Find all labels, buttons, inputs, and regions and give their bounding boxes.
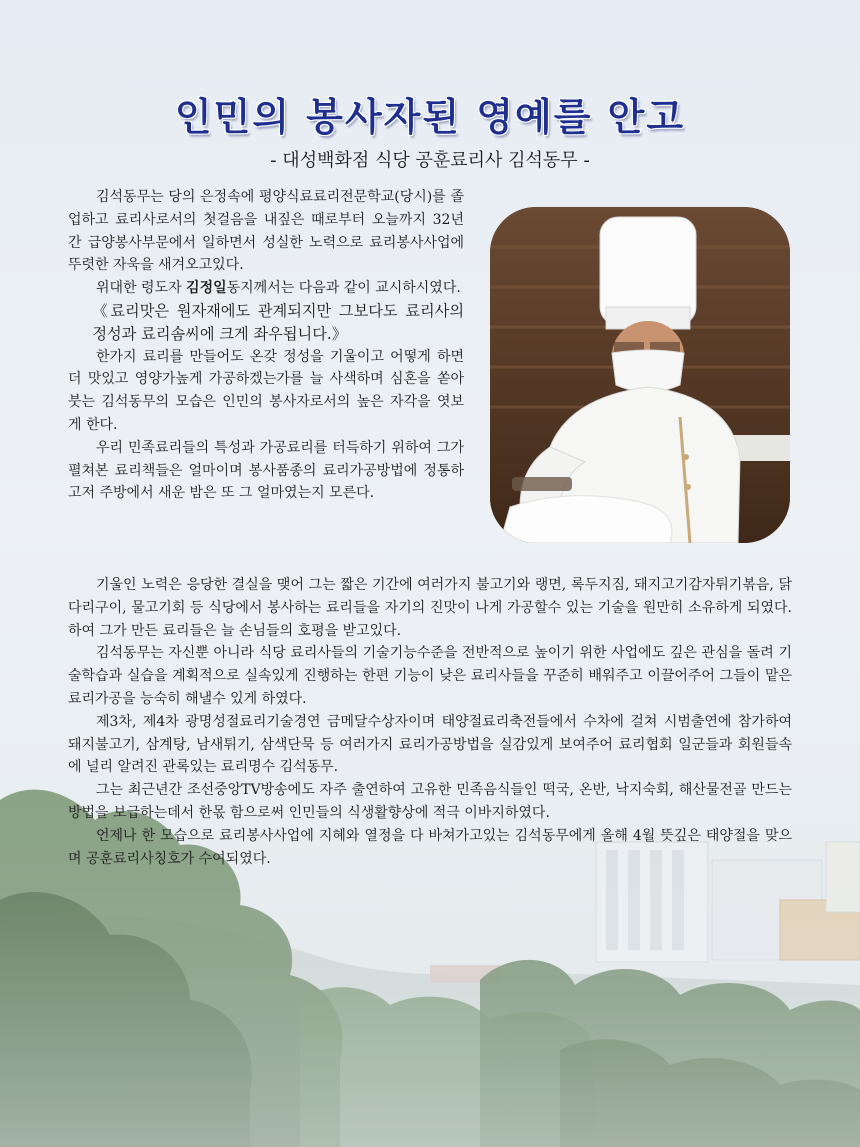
paragraph: 그는 최근년간 조선중앙TV방송에도 자주 출연하여 고유한 민족음식들인 떡국, 온반, 낙지숙회, 해산물전골 만드는 방법을 보급하는데서 한몫 함으로써 인민들의 식생활향상에 적극 이바지하였다. <box>68 782 792 821</box>
text-span: 동지께서는 다음과 같이 교시하시였다. <box>226 280 461 297</box>
page-subtitle: - 대성백화점 식당 공훈료리사 김석동무 - <box>270 150 590 171</box>
paragraph: 김석동무는 당의 은정속에 평양식료료리전문학교(당시)를 졸업하고 료리사로서의 첫걸음을 내짚은 때로부터 오늘까지 32년간 급양봉사부문에서 일하면서 성실한 노력으로 료리봉사사업에 뚜렷한 자욱을 새겨오고있다. <box>68 189 464 274</box>
quotation: 《료리맛은 원자재에도 관계되지만 그보다도 료리사의 정성과 료리솜씨에 크게 좌우됩니다.》 <box>92 301 464 343</box>
paragraph: 김석동무는 자신뿐 아니라 식당 료리사들의 기술기능수준을 전반적으로 높이기 위한 사업에도 깊은 관심을 돌려 기술학습과 실습을 계획적으로 실속있게 진행하는 한편 기능이 낮은 료리사들을 꾸준히 배워주고 이끌어주어 그들이 맡은 료리가공을 능숙히 해낼수 있게 하였다. <box>68 645 792 707</box>
chef-illustration-icon <box>490 207 790 543</box>
article-body-bottom <box>68 574 792 870</box>
leader-name: 김정일 <box>186 280 227 297</box>
chef-photo <box>490 207 790 543</box>
paragraph: 기울인 노력은 응당한 결실을 맺어 그는 짧은 기간에 여러가지 불고기와 랭면, 록두지짐, 돼지고기감자튀기볶음, 닭다리구이, 물고기회 등 식당에서 봉사하는 료리들을 자기의 진맛이 나게 가공할수 있는 기술을 원만히 소유하게 되였다. 하여 그가 만든 료리들은 늘 손님들의 호평을 받고있다. <box>68 577 792 639</box>
text-span: 위대한 령도자 <box>96 280 187 297</box>
paragraph <box>68 277 464 300</box>
article-body-top <box>68 186 464 505</box>
paragraph: 우리 민족료리들의 특성과 가공료리를 터득하기 위하여 그가 펼쳐본 료리책들은 얼마이며 봉사품종의 료리가공방법에 정통하고저 주방에서 새운 밤은 또 그 얼마였는지 모른다. <box>68 439 464 502</box>
paragraph: 언제나 한 모습으로 료리봉사사업에 지혜와 열정을 다 바쳐가고있는 김석동무에게 올해 4월 뜻깊은 태양절을 맞으며 공훈료리사칭호가 수여되였다. <box>68 827 792 867</box>
page-title: 인민의 봉사자된 영예를 안고 <box>174 95 686 139</box>
paragraph: 한가지 료리를 만들어도 온갖 정성을 기울이고 어떻게 하면 더 맛있고 영양가높게 가공하겠는가를 늘 사색하며 심혼을 쏟아붓는 김석동무의 모습은 인민의 봉사자로서의 높은 자각을 엿보게 한다. <box>68 348 464 433</box>
paragraph: 제3차, 제4차 광명성절료리기술경연 금메달수상자이며 태양절료리축전들에서 수차에 걸쳐 시범출연에 참가하여 돼지불고기, 삼계탕, 남새튀기, 삼색단묵 등 여러가지 료리가공방법을 실감있게 보여주어 료리협회 일군들과 회원들속에 널리 알려진 관록있는 료리명수 김석동무. <box>68 713 792 776</box>
